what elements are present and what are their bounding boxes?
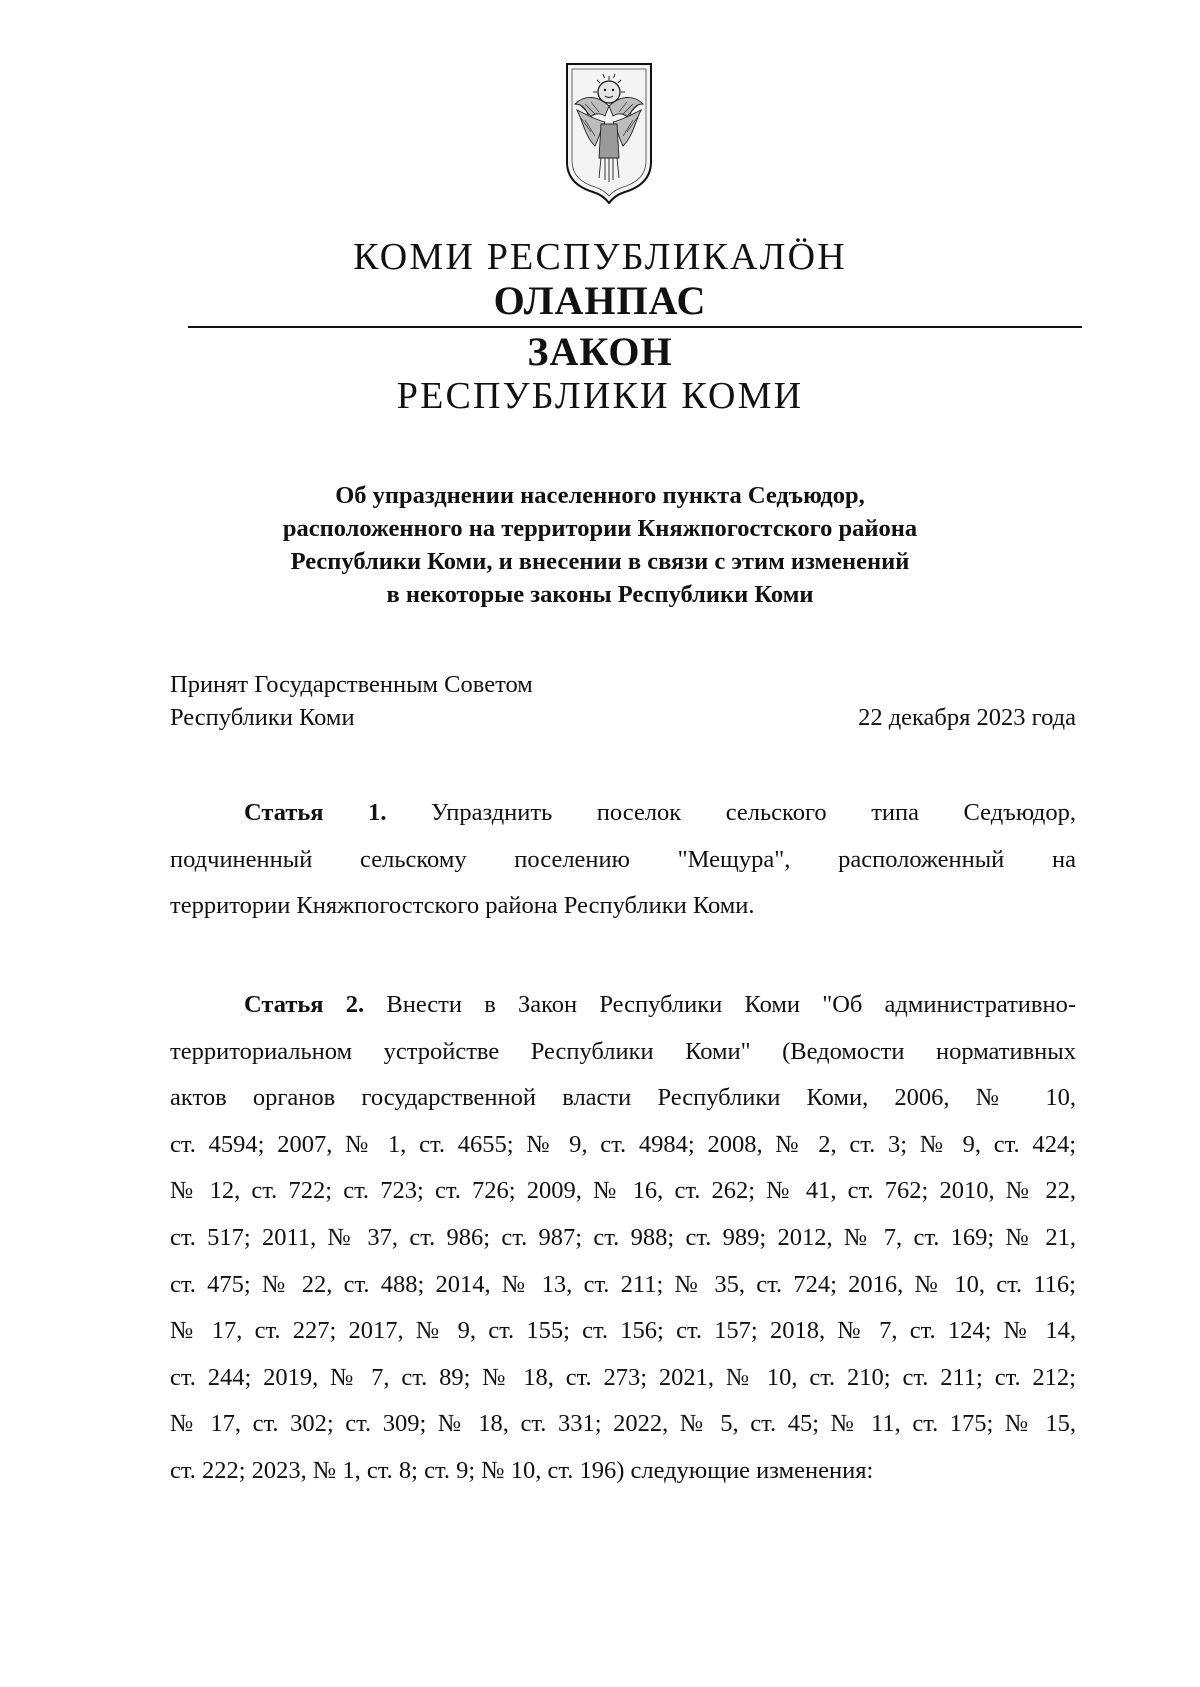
article-2-line: № 17, ст. 302; ст. 309; № 18, ст. 331; 2022, № 5, ст. 45; № 11, ст. 175; № 15, [170, 1410, 1076, 1438]
article-1-first-line [170, 790, 1076, 837]
article-2-line: № 17, ст. 227; 2017, № 9, ст. 155; ст. 156; ст. 157; 2018, № 7, ст. 124; № 14, [170, 1317, 1076, 1345]
article-2-line: № 12, ст. 722; ст. 723; ст. 726; 2009, № 16, ст. 262; № 41, ст. 762; 2010, № 22, [170, 1177, 1076, 1205]
law-title-line: Республики Коми, и внесении в связи с этим изменений [290, 548, 910, 575]
law-title-line: Об упразднении населенного пункта Седъюдор, [335, 482, 865, 509]
law-title-line: расположенного на территории Княжпогостского района [282, 515, 918, 542]
article-2-line: ст. 244; 2019, № 7, ст. 89; № 18, ст. 273; 2021, № 10, ст. 210; ст. 211; ст. 212; [170, 1363, 1076, 1391]
article-2 [170, 982, 1076, 1495]
zakon-heading: ЗАКОН [527, 329, 673, 374]
adoption-date: 22 декабря 2023 года [858, 704, 1076, 731]
adoption-body-line: Республики Коми [170, 704, 355, 731]
law-title-line: в некоторые законы Республики Коми [386, 581, 814, 608]
header-divider [188, 326, 1082, 328]
article-2-first-line [170, 982, 1076, 1029]
adoption-body-line: Принят Государственным Советом [170, 671, 533, 698]
olanpas-heading: ОЛАНПАС [493, 278, 707, 323]
article-2-line: ст. 475; № 22, ст. 488; 2014, № 13, ст. 211; № 35, ст. 724; 2016, № 10, ст. 116; [170, 1270, 1076, 1298]
article-2-line: актов органов государственной власти Республики Коми, 2006, № 10, [170, 1084, 1076, 1112]
article-1-line: подчиненный сельскому поселению "Мещура", расположенный на [170, 845, 1076, 873]
article-2-line: ст. 222; 2023, № 1, ст. 8; ст. 9; № 10, ст. 196) следующие изменения: [170, 1456, 874, 1484]
article-2-label: Статья 2. [244, 991, 365, 1018]
komi-language-header: КОМИ РЕСПУБЛИКАЛӦН [353, 236, 847, 278]
adoption-block [170, 668, 1076, 734]
article-1-text: Упразднить поселок сельского типа Седъюдор, [431, 799, 1077, 826]
article-2-line: ст. 517; 2011, № 37, ст. 986; ст. 987; ст. 988; ст. 989; 2012, № 7, ст. 169; № 21, [170, 1223, 1076, 1251]
article-2-text: Внести в Закон Республики Коми "Об административно- [386, 991, 1077, 1018]
article-2-line: ст. 4594; 2007, № 1, ст. 4655; № 9, ст. 4984; 2008, № 2, ст. 3; № 9, ст. 424; [170, 1130, 1076, 1158]
article-1-line: территории Княжпогостского района Республики Коми. [170, 892, 755, 920]
republic-komi-heading: РЕСПУБЛИКИ КОМИ [396, 375, 804, 417]
article-2-line: территориальном устройстве Республики Коми" (Ведомости нормативных [170, 1037, 1076, 1065]
article-1 [170, 790, 1076, 930]
law-title [0, 479, 1200, 611]
article-1-label: Статья 1. [244, 799, 387, 826]
komi-coat-of-arms-icon [565, 62, 653, 204]
